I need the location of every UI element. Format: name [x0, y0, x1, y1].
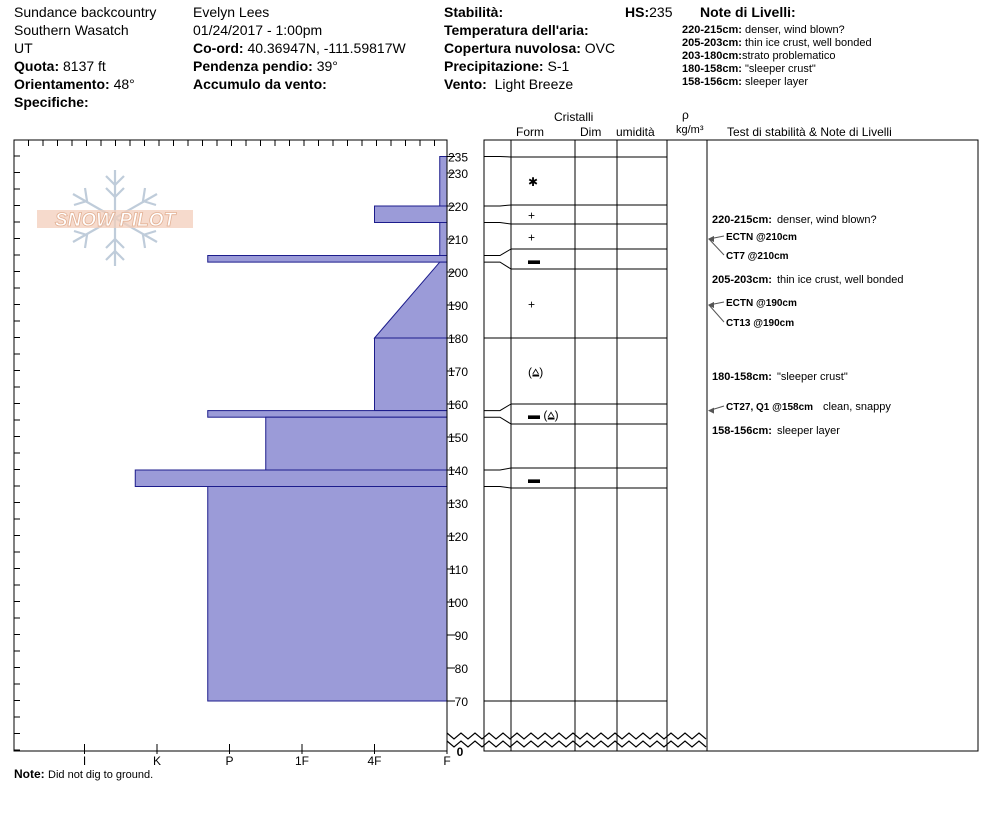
air-temp: Temperatura dell'aria:: [444, 22, 589, 38]
form-header: Form: [516, 125, 544, 139]
y-tick-label: 180: [447, 332, 468, 346]
aspect: Orientamento: 48°: [14, 76, 135, 92]
density-symbol: ρ: [682, 108, 689, 122]
sky-cover: Copertura nuvolosa: OVC: [444, 40, 616, 56]
x-tick-label: 1F: [294, 754, 310, 768]
layer-note: 203-180cm:strato problematico: [682, 50, 836, 62]
moisture-header: umidità: [616, 125, 655, 139]
test-label: ECTN @190cm: [726, 298, 797, 309]
depth-connector: [484, 249, 511, 256]
location: Sundance backcountry: [14, 4, 157, 20]
y-tick-label: 230: [447, 167, 468, 181]
depth-connector: [484, 404, 511, 411]
hardness-profile: [135, 157, 447, 702]
y-tick-label: 100: [447, 596, 468, 610]
snowpilot-logo: [37, 170, 193, 266]
hardness-layer: [208, 256, 447, 263]
grain-form-symbol: +: [528, 230, 536, 245]
y-tick-label: 80: [454, 662, 468, 676]
grain-form-symbol: ▬ (⩠): [528, 408, 559, 422]
wind: Vento: Light Breeze: [444, 76, 574, 92]
test-arrow: [709, 305, 724, 322]
hardness-layer: [208, 487, 447, 702]
coords: Co-ord: 40.36947N, -111.59817W: [193, 40, 406, 56]
hardness-layer: [208, 411, 447, 418]
grain-form-symbol: ▬: [528, 253, 540, 267]
hardness-layer: [135, 470, 447, 487]
depth-connector: [484, 487, 511, 489]
y-tick-label: 110: [448, 563, 468, 577]
hardness-layer: [375, 338, 448, 411]
x-tick-label: F: [443, 754, 451, 768]
y-tick-label: 220: [447, 200, 468, 214]
grain-form-symbol: +: [528, 208, 536, 223]
depth-connector: [484, 205, 511, 206]
logo-text: SNOW PILOT: [54, 210, 176, 231]
footer-note: Note: Did not dig to ground.: [14, 767, 154, 781]
layer-note-range: 220-215cm:: [712, 214, 772, 226]
depth-connector: [484, 468, 511, 470]
hardness-layer: [375, 262, 448, 338]
specifics: Specifiche:: [14, 94, 89, 110]
layer-note: 220-215cm: denser, wind blown?: [682, 24, 845, 36]
depth-connector: [484, 417, 511, 424]
size-header: Dim: [580, 125, 602, 139]
grain-form-symbol: ✱: [528, 175, 539, 189]
observer: Evelyn Lees: [193, 4, 270, 20]
stability: Stabilità:: [444, 4, 504, 20]
range: Southern Wasatch: [14, 22, 129, 38]
y-tick-label: 170: [447, 365, 468, 379]
y-tick-label: 140: [447, 464, 468, 478]
layer-note: 205-203cm: thin ice crust, well bonded: [682, 37, 872, 49]
depth-connector: [484, 223, 511, 225]
wind-loading: Accumulo da vento:: [193, 76, 327, 92]
state: UT: [14, 40, 33, 56]
y-tick-label: 70: [454, 695, 468, 709]
hardness-layer: [266, 417, 447, 470]
grain-form-symbol: (⩠): [528, 365, 544, 379]
elevation: Quota: 8137 ft: [14, 58, 106, 74]
depth-connector: [484, 157, 511, 158]
grain-form-symbol: +: [528, 297, 536, 312]
depth-connector: [484, 262, 511, 269]
test-label: CT27, Q1 @158cm: [726, 402, 814, 413]
y-tick-label: 210: [447, 233, 468, 247]
x-tick-label: I: [82, 754, 87, 768]
tests-header: Test di stabilità & Note di Livelli: [727, 125, 892, 139]
grain-form-symbol: ▬: [528, 472, 540, 486]
density-unit: kg/m³: [676, 124, 704, 136]
hardness-layer: [440, 223, 447, 256]
layer-note-range: 180-158cm:: [712, 371, 772, 383]
y-tick-label: 160: [447, 398, 468, 412]
test-label: CT7 @210cm: [726, 251, 789, 262]
layer-note: 158-156cm: sleeper layer: [682, 76, 808, 88]
layer-note-text: "sleeper crust": [776, 371, 848, 383]
stability-tests: [708, 214, 904, 437]
test-arrow: [709, 239, 724, 255]
chart-axes: [14, 140, 978, 768]
test-label: ECTN @210cm: [726, 232, 797, 243]
layer-note-text: thin ice crust, well bonded: [776, 274, 904, 286]
y-tick-label: 200: [447, 266, 468, 280]
hardness-layer: [440, 157, 447, 207]
y-tick-label: 235: [447, 150, 468, 165]
hardness-layer: [375, 206, 448, 223]
test-note: clean, snappy: [823, 401, 891, 413]
y-tick-label: 190: [447, 299, 468, 313]
hs: HS:235: [625, 4, 673, 20]
y-break-label: 0: [456, 745, 464, 759]
layer-note: 180-158cm: "sleeper crust": [682, 63, 816, 75]
layer-notes-title: Note di Livelli:: [700, 4, 796, 20]
datetime: 01/24/2017 - 1:00pm: [193, 22, 323, 38]
y-tick-label: 90: [454, 629, 468, 643]
precipitation: Precipitazione: S-1: [444, 58, 570, 74]
x-tick-label: K: [152, 754, 162, 768]
crystals-header: Cristalli: [554, 110, 594, 124]
layer-note-range: 158-156cm:: [712, 425, 772, 437]
arrow-icon: [708, 408, 714, 414]
x-tick-label: P: [225, 754, 234, 768]
y-tick-label: 130: [447, 497, 468, 511]
x-tick-label: 4F: [367, 754, 382, 768]
layer-note-range: 205-203cm:: [712, 274, 772, 286]
test-label: CT13 @190cm: [726, 318, 795, 329]
layer-note-text: denser, wind blown?: [776, 214, 877, 226]
slope: Pendenza pendio: 39°: [193, 58, 338, 74]
y-tick-label: 120: [447, 530, 468, 544]
y-tick-label: 150: [447, 431, 468, 445]
layer-note-text: sleeper layer: [776, 425, 840, 437]
